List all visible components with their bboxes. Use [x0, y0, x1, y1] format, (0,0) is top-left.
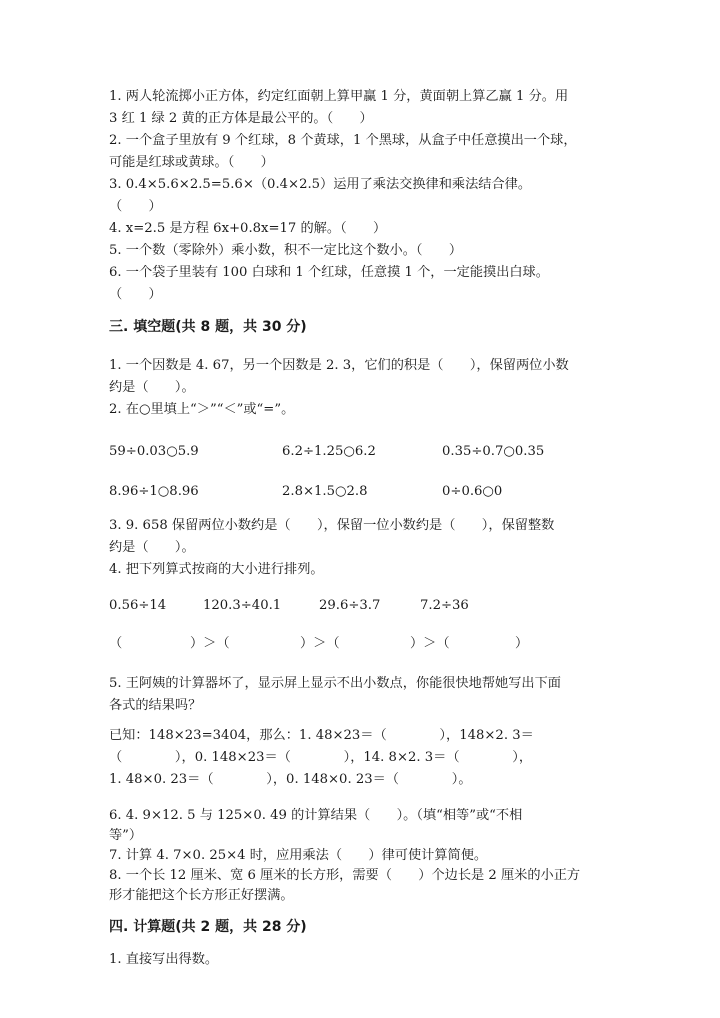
fill-q6-line1: 6. 4. 9×12. 5 与 125×0. 49 的计算结果（ ）。（填“相等”或“不相: [109, 808, 523, 823]
fill-q5-line2: 各式的结果吗？: [109, 698, 202, 713]
judge-q6-line2: （ ）: [109, 287, 162, 302]
fill-q1-line1: 1. 一个因数是 4. 67，另一个因数是 2. 3，它们的积是（ ），保留两位小数: [109, 358, 569, 373]
order-blank-separator: ）＞（: [410, 636, 450, 651]
order-item: 7.2÷36: [420, 598, 469, 613]
fill-q4: 4. 把下列算式按商的大小进行排列。: [109, 562, 324, 577]
fill-q5-known-line2: （ ），0. 148×23＝（ ），14. 8×2. 3＝（ ），: [109, 750, 533, 765]
section4-heading: 四. 计算题(共 2 题，共 28 分): [109, 919, 307, 935]
judge-q2-line1: 2. 一个盒子里放有 9 个红球，8 个黄球，1 个黑球，从盒子中任意摸出一个球，: [109, 133, 577, 148]
calc-q1: 1. 直接写出得数。: [109, 952, 219, 967]
judge-q3-line2: （ ）: [109, 199, 162, 214]
compare-item: 6.2÷1.25○6.2: [282, 444, 376, 459]
fill-q5-known-line3: 1. 48×0. 23＝（ ），0. 148×0. 23＝（ ）。: [109, 772, 472, 787]
judge-q5: 5. 一个数（零除外）乘小数，积不一定比这个数小。（ ）: [109, 243, 463, 258]
fill-q5-known-line1: 已知：148×23=3404，那么：1. 48×23＝（ ），148×2. 3＝: [109, 728, 534, 743]
order-blank-separator: ）＞（: [190, 636, 230, 651]
compare-item: 2.8×1.5○2.8: [282, 484, 368, 499]
order-blank-separator: ）＞（: [300, 636, 340, 651]
fill-q1-line2: 约是（ ）。: [109, 380, 195, 395]
section3-heading: 三. 填空题(共 8 题，共 30 分): [109, 319, 307, 335]
fill-q5-line1: 5. 王阿姨的计算器坏了，显示屏上显示不出小数点，你能很快地帮她写出下面: [109, 676, 561, 691]
judge-q1-line2: 3 红 1 绿 2 黄的正方体是最公平的。（ ）: [109, 111, 373, 126]
order-blank-close: ）: [515, 636, 529, 651]
judge-q2-line2: 可能是红球或黄球。（ ）: [109, 155, 274, 170]
order-item: 120.3÷40.1: [203, 598, 282, 613]
fill-q3-line2: 约是（ ）。: [109, 540, 195, 555]
judge-q3-line1: 3. 0.4×5.6×2.5=5.6×（0.4×2.5）运用了乘法交换律和乘法结合律。: [109, 177, 532, 192]
order-item: 29.6÷3.7: [319, 598, 381, 613]
judge-q4: 4. x=2.5 是方程 6x+0.8x=17 的解。（ ）: [109, 221, 387, 236]
judge-q1-line1: 1. 两人轮流掷小正方体，约定红面朝上算甲赢 1 分，黄面朝上算乙赢 1 分。用: [109, 89, 569, 104]
compare-item: 0.35÷0.7○0.35: [442, 444, 545, 459]
fill-q3-line1: 3. 9. 658 保留两位小数约是（ ），保留一位小数约是（ ），保留整数: [109, 518, 555, 533]
fill-q2: 2. 在○里填上“＞”“＜”或“=”。: [109, 402, 295, 417]
compare-item: 59÷0.03○5.9: [109, 444, 199, 459]
judge-q6-line1: 6. 一个袋子里装有 100 白球和 1 个红球，任意摸 1 个，一定能摸出白球。: [109, 265, 549, 280]
compare-item: 0÷0.6○0: [442, 484, 503, 499]
fill-q8-line1: 8. 一个长 12 厘米、宽 6 厘米的长方形，需要（ ）个边长是 2 厘米的小正方: [109, 868, 581, 883]
compare-item: 8.96÷1○8.96: [109, 484, 199, 499]
order-item: 0.56÷14: [109, 598, 167, 613]
fill-q8-line2: 形才能把这个长方形正好摆满。: [109, 888, 294, 903]
order-blank-open: （: [109, 636, 123, 651]
fill-q6-line2: 等”）: [109, 828, 143, 843]
fill-q7: 7. 计算 4. 7×0. 25×4 时，应用乘法（ ）律可使计算简便。: [109, 848, 488, 863]
